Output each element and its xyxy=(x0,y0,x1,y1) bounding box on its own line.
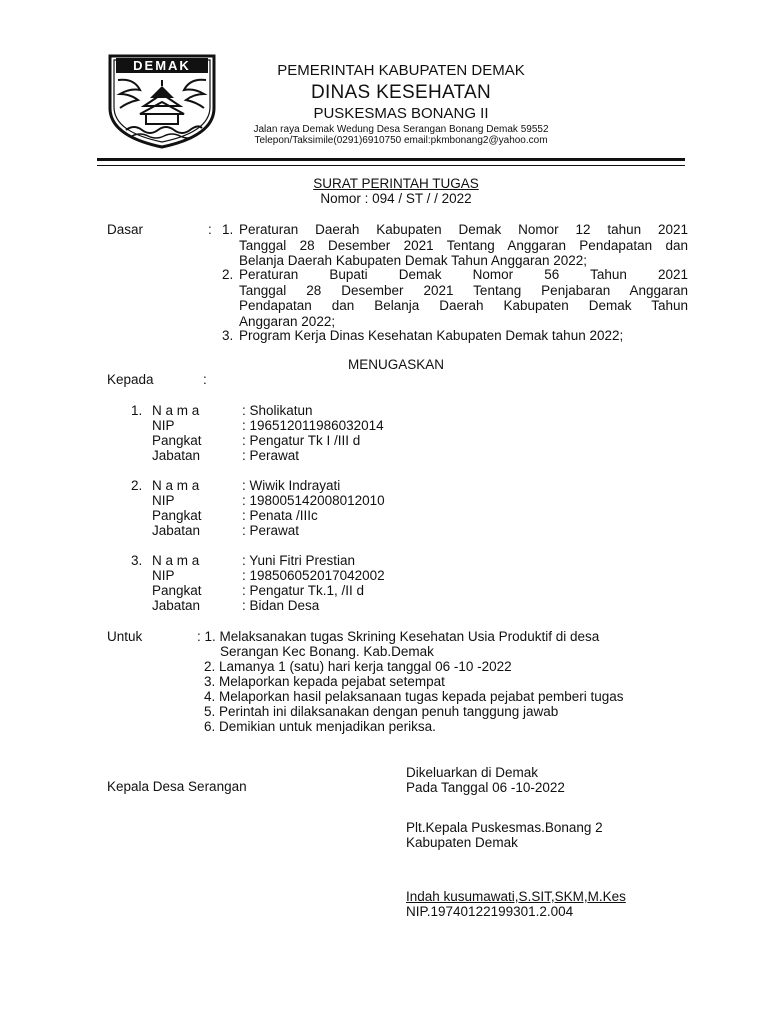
dasar-item-number: 1. xyxy=(222,222,234,237)
pangkat-label: Pangkat xyxy=(152,433,202,448)
logo-text: DEMAK xyxy=(133,58,191,73)
signatory-title-block xyxy=(406,820,603,850)
jabatan-label: Jabatan xyxy=(152,448,201,463)
dasar-label: Dasar xyxy=(107,222,144,237)
kepala-desa-label: Kepala Desa Serangan xyxy=(107,779,247,794)
issued-date: Pada Tanggal 06 -10-2022 xyxy=(406,780,565,795)
header-divider-thin xyxy=(97,165,685,166)
person-2-labels xyxy=(152,478,202,538)
untuk-line: : 1. Melaksanakan tugas Skrining Kesehatan Usia Produktif di desa xyxy=(197,629,600,644)
untuk-label: Untuk xyxy=(107,629,143,644)
header-government: PEMERINTAH KABUPATEN DEMAK xyxy=(277,62,525,79)
dasar-item-number: 2. xyxy=(222,267,234,282)
dasar-line: Belanja Daerah Kabupaten Demak Tahun Anggaran 2022; xyxy=(239,253,588,268)
jabatan-label: Jabatan xyxy=(152,598,201,613)
dasar-line: Tanggal 28 Desember 2021 Tentang Penjabaran Anggaran xyxy=(239,282,688,298)
menugaskan-heading: MENUGASKAN xyxy=(347,357,445,372)
header-department: DINAS KESEHATAN xyxy=(310,82,492,103)
dasar-item-number: 3. xyxy=(222,328,234,343)
issued-at: Dikeluarkan di Demak xyxy=(406,765,539,780)
header-puskesmas: PUSKESMAS BONANG II xyxy=(313,105,489,122)
header-divider-thick xyxy=(97,158,685,161)
person-nama: : Wiwik Indrayati xyxy=(242,478,341,493)
untuk-line: 4. Melaporkan hasil pelaksanaan tugas kepada pejabat pemberi tugas xyxy=(204,689,624,704)
dasar-line: Peraturan Daerah Kabupaten Demak Nomor 12 tahun 2021 xyxy=(239,222,688,237)
dasar-item-1 xyxy=(239,222,688,269)
kepada-colon: : xyxy=(203,372,207,387)
signatory-region: Kabupaten Demak xyxy=(406,835,518,850)
dasar-line: Peraturan Bupati Demak Nomor 56 Tahun 2021 xyxy=(239,267,688,282)
person-1-labels xyxy=(152,403,202,463)
person-nip: : 196512011986032014 xyxy=(242,418,384,433)
person-3-values xyxy=(242,553,385,613)
header-address: Jalan raya Demak Wedung Desa Serangan Bonang Demak 59552 xyxy=(253,124,549,135)
person-jabatan: : Perawat xyxy=(242,448,300,463)
nip-label: NIP xyxy=(152,418,175,433)
document-number: Nomor : 094 / ST / / 2022 xyxy=(320,191,472,206)
pangkat-label: Pangkat xyxy=(152,583,202,598)
pangkat-label: Pangkat xyxy=(152,508,202,523)
nama-label: N a m a xyxy=(152,553,200,568)
nama-label: N a m a xyxy=(152,403,200,418)
person-number: 3. xyxy=(131,553,143,568)
jabatan-label: Jabatan xyxy=(152,523,201,538)
person-pangkat: : Pengatur Tk I /III d xyxy=(242,433,361,448)
person-nama: : Sholikatun xyxy=(242,403,313,418)
untuk-line: Serangan Kec Bonang. Kab.Demak xyxy=(220,644,434,659)
person-pangkat: : Pengatur Tk.1, /II d xyxy=(242,583,365,598)
untuk-line: 3. Melaporkan kepada pejabat setempat xyxy=(204,674,445,689)
signatory-nip: NIP.19740122199301.2.004 xyxy=(406,904,574,919)
header-contact: Telepon/Taksimile(0291)6910750 email:pkmbonang2@yahoo.com xyxy=(254,135,548,146)
person-2-values xyxy=(242,478,385,538)
signatory-block xyxy=(406,889,626,919)
untuk-line: 5. Perintah ini dilaksanakan dengan penuh tanggung jawab xyxy=(204,704,559,719)
person-number: 2. xyxy=(131,478,143,493)
document-title: SURAT PERINTAH TUGAS xyxy=(313,176,479,191)
untuk-line: 2. Lamanya 1 (satu) hari kerja tanggal 06 -10 -2022 xyxy=(204,659,512,674)
nip-label: NIP xyxy=(152,493,175,508)
untuk-tasks xyxy=(204,659,624,734)
person-nip: : 198005142008012010 xyxy=(242,493,385,508)
person-3-labels xyxy=(152,553,202,613)
dasar-line: Tanggal 28 Desember 2021 Tentang Anggaran Pendapatan dan xyxy=(239,237,688,253)
dasar-item-2 xyxy=(239,267,688,329)
person-jabatan: : Bidan Desa xyxy=(242,598,320,613)
dasar-line: Pendapatan dan Belanja Daerah Kabupaten Demak Tahun xyxy=(239,298,688,313)
demak-regency-emblem xyxy=(104,50,220,150)
untuk-line: 6. Demikian untuk menjadikan periksa. xyxy=(204,719,436,734)
dasar-item-3: Program Kerja Dinas Kesehatan Kabupaten Demak tahun 2022; xyxy=(239,328,624,343)
person-nama: : Yuni Fitri Prestian xyxy=(242,553,356,568)
dasar-colon: : xyxy=(208,222,212,237)
kepada-label: Kepada xyxy=(107,372,154,387)
dasar-line: Anggaran 2022; xyxy=(239,313,336,329)
person-jabatan: : Perawat xyxy=(242,523,300,538)
person-number: 1. xyxy=(131,403,143,418)
nama-label: N a m a xyxy=(152,478,200,493)
nip-label: NIP xyxy=(152,568,175,583)
issue-block xyxy=(406,765,565,795)
signatory-position: Plt.Kepala Puskesmas.Bonang 2 xyxy=(406,820,603,835)
person-nip: : 198506052017042002 xyxy=(242,568,385,583)
person-pangkat: : Penata /IIIc xyxy=(242,508,318,523)
person-1-values xyxy=(242,403,384,463)
signatory-name: Indah kusumawati,S.SIT,SKM,M.Kes xyxy=(406,889,626,904)
